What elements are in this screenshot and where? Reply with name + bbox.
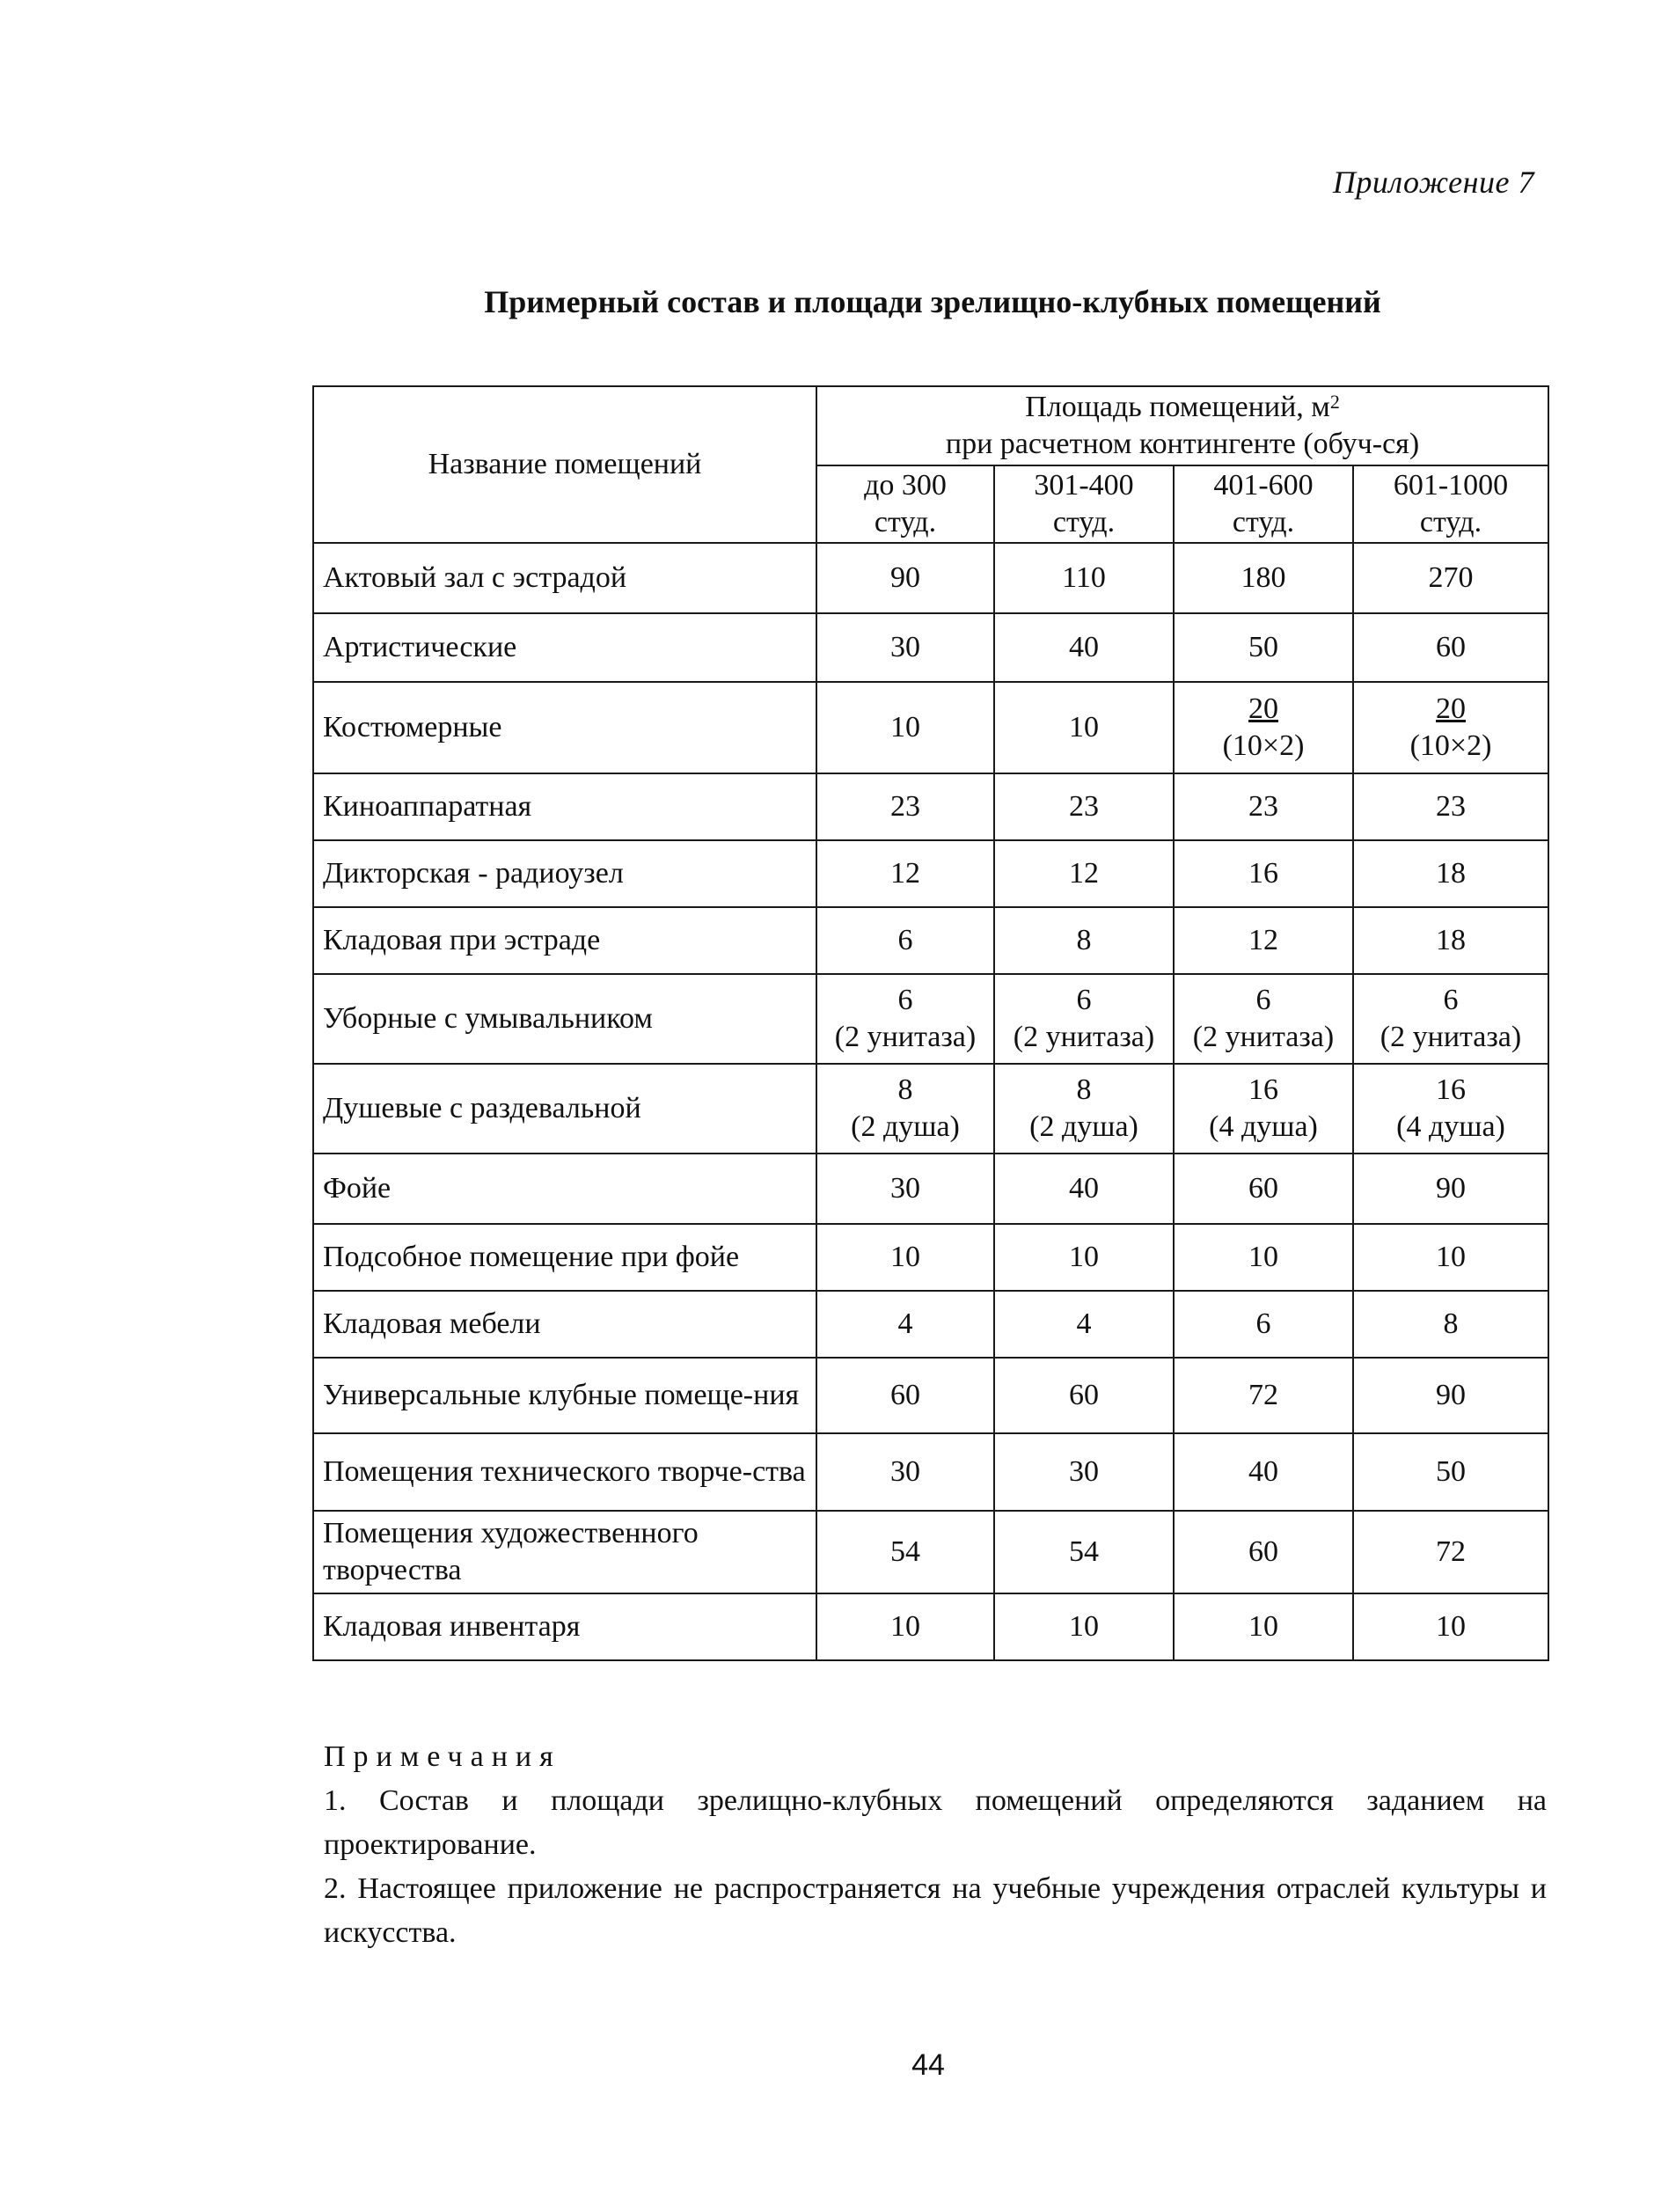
table-row bbox=[313, 1433, 1548, 1511]
area-value: 16 bbox=[1248, 857, 1278, 890]
area-value: 54 bbox=[890, 1535, 920, 1568]
room-name-header: Название помещений bbox=[313, 386, 816, 543]
area-value-cell bbox=[1174, 974, 1353, 1064]
table-row bbox=[313, 1593, 1548, 1660]
room-name-cell: Помещения технического творче-ства bbox=[313, 1433, 816, 1511]
area-value-cell bbox=[1353, 773, 1548, 840]
table-row bbox=[313, 1511, 1548, 1593]
area-value-cell bbox=[1174, 773, 1353, 840]
area-value-cell bbox=[816, 1433, 994, 1511]
area-value-cell bbox=[994, 1593, 1174, 1660]
column-header-unit: студ. bbox=[1419, 506, 1482, 538]
column-header-unit: студ. bbox=[1232, 506, 1295, 538]
area-value: 6 bbox=[897, 984, 913, 1016]
room-name-cell: Подсобное помещение при фойе bbox=[313, 1224, 816, 1291]
area-value: 110 bbox=[1062, 561, 1106, 594]
area-value-cell bbox=[994, 613, 1174, 682]
area-value-cell bbox=[994, 1358, 1174, 1433]
area-value: 30 bbox=[1069, 1455, 1099, 1488]
area-value-detail: (10×2) bbox=[1222, 729, 1305, 762]
area-value: 10 bbox=[1248, 1610, 1278, 1643]
area-value: 10 bbox=[1069, 1610, 1099, 1643]
area-value-detail: (2 душа) bbox=[1029, 1110, 1138, 1143]
room-name-cell: Помещения художественного творчества bbox=[313, 1511, 816, 1593]
area-value-cell bbox=[994, 1224, 1174, 1291]
area-value: 4 bbox=[897, 1307, 913, 1340]
area-value-cell bbox=[816, 1064, 994, 1154]
area-value-cell bbox=[994, 1433, 1174, 1511]
area-value: 6 bbox=[897, 924, 913, 956]
area-value-cell bbox=[816, 543, 994, 613]
area-value-detail: (2 душа) bbox=[851, 1110, 960, 1143]
table-row bbox=[313, 1358, 1548, 1433]
area-value-cell bbox=[1174, 1154, 1353, 1224]
area-value-cell bbox=[816, 907, 994, 974]
table-row bbox=[313, 682, 1548, 773]
area-value: 8 bbox=[1076, 1073, 1092, 1106]
room-name-cell: Дикторская - радиоузел bbox=[313, 840, 816, 907]
area-value-cell bbox=[1353, 1511, 1548, 1593]
column-header bbox=[816, 465, 994, 543]
area-value-cell bbox=[1174, 543, 1353, 613]
area-value: 10 bbox=[1436, 1241, 1467, 1273]
area-value-detail: (10×2) bbox=[1409, 729, 1492, 762]
column-header-range: до 300 bbox=[864, 469, 947, 502]
table-row bbox=[313, 1224, 1548, 1291]
column-header-range: 601-1000 bbox=[1393, 469, 1509, 502]
room-name-cell: Душевые с раздевальной bbox=[313, 1064, 816, 1154]
room-name-cell: Фойе bbox=[313, 1154, 816, 1224]
area-value-cell bbox=[1174, 1224, 1353, 1291]
area-value-cell bbox=[1174, 682, 1353, 773]
area-value-cell bbox=[816, 1224, 994, 1291]
table-row bbox=[313, 840, 1548, 907]
area-unit-superscript: 2 bbox=[1329, 391, 1340, 413]
table-row bbox=[313, 613, 1548, 682]
area-value: 18 bbox=[1436, 857, 1467, 890]
area-value: 12 bbox=[1069, 857, 1099, 890]
rooms-area-table bbox=[312, 385, 1549, 1661]
room-name-cell: Костюмерные bbox=[313, 682, 816, 773]
area-value-cell bbox=[1353, 1593, 1548, 1660]
area-group-line2: при расчетном контингенте (обуч-ся) bbox=[945, 428, 1420, 460]
area-value-cell bbox=[994, 1064, 1174, 1154]
area-value-cell bbox=[816, 773, 994, 840]
area-value: 72 bbox=[1436, 1535, 1467, 1568]
note-item: 1. Состав и площади зрелищно-клубных помещений определяются заданием на проектирование. bbox=[324, 1784, 1547, 1861]
appendix-label: Приложение 7 bbox=[1332, 165, 1534, 200]
area-value: 30 bbox=[890, 1172, 920, 1205]
area-value: 72 bbox=[1248, 1379, 1278, 1411]
area-value-cell bbox=[1353, 1064, 1548, 1154]
area-value: 10 bbox=[1248, 1241, 1278, 1273]
area-value-cell bbox=[1174, 1358, 1353, 1433]
area-value-detail: (2 унитаза) bbox=[834, 1021, 977, 1053]
area-value: 90 bbox=[1436, 1172, 1467, 1205]
area-value-cell bbox=[994, 907, 1174, 974]
area-value: 10 bbox=[890, 711, 920, 743]
area-value-cell bbox=[994, 840, 1174, 907]
area-value-cell bbox=[816, 1358, 994, 1433]
area-value: 6 bbox=[1255, 1307, 1271, 1340]
area-value: 16 bbox=[1436, 1073, 1467, 1106]
area-value: 40 bbox=[1069, 1172, 1099, 1205]
area-value-cell bbox=[994, 974, 1174, 1064]
area-value: 30 bbox=[890, 1455, 920, 1488]
column-header-range: 301-400 bbox=[1034, 469, 1134, 502]
area-value: 23 bbox=[1069, 790, 1099, 823]
area-value-cell bbox=[1353, 1224, 1548, 1291]
area-value-cell bbox=[1353, 543, 1548, 613]
area-group-line1: Площадь помещений, м bbox=[1025, 391, 1330, 423]
area-value-cell bbox=[1174, 840, 1353, 907]
area-value-detail: (4 душа) bbox=[1396, 1110, 1505, 1143]
area-value-cell bbox=[994, 1291, 1174, 1358]
area-value-cell bbox=[994, 682, 1174, 773]
area-value-cell bbox=[816, 974, 994, 1064]
area-value: 90 bbox=[890, 561, 920, 594]
table-row bbox=[313, 543, 1548, 613]
area-value-cell bbox=[994, 543, 1174, 613]
area-value: 10 bbox=[1069, 711, 1099, 743]
area-value: 8 bbox=[1443, 1307, 1459, 1340]
area-value-cell bbox=[1353, 1154, 1548, 1224]
area-value-cell bbox=[994, 773, 1174, 840]
area-value: 10 bbox=[890, 1610, 920, 1643]
area-value: 6 bbox=[1255, 984, 1271, 1016]
area-value: 6 bbox=[1076, 984, 1092, 1016]
area-value: 23 bbox=[1436, 790, 1467, 823]
area-value: 18 bbox=[1436, 924, 1467, 956]
area-value: 10 bbox=[890, 1241, 920, 1273]
area-value: 10 bbox=[1436, 1610, 1467, 1643]
room-name-cell: Кладовая при эстраде bbox=[313, 907, 816, 974]
room-name-cell: Уборные с умывальником bbox=[313, 974, 816, 1064]
column-header-unit: студ. bbox=[1052, 506, 1116, 538]
area-value: 23 bbox=[890, 790, 920, 823]
area-value-cell bbox=[1174, 1291, 1353, 1358]
area-group-header bbox=[816, 386, 1548, 465]
room-name-cell: Актовый зал с эстрадой bbox=[313, 543, 816, 613]
area-value: 20 bbox=[1436, 692, 1467, 725]
room-name-cell: Киноаппаратная bbox=[313, 773, 816, 840]
area-value: 12 bbox=[1248, 924, 1278, 956]
area-value: 23 bbox=[1248, 790, 1278, 823]
table-row bbox=[313, 1291, 1548, 1358]
area-value-cell bbox=[1353, 613, 1548, 682]
area-value-cell bbox=[1353, 1358, 1548, 1433]
area-value: 60 bbox=[1248, 1535, 1278, 1568]
area-value: 60 bbox=[1248, 1172, 1278, 1205]
room-name-cell: Кладовая мебели bbox=[313, 1291, 816, 1358]
area-value: 8 bbox=[897, 1073, 913, 1106]
column-header bbox=[1353, 465, 1548, 543]
area-value-cell bbox=[1353, 840, 1548, 907]
area-value: 40 bbox=[1248, 1455, 1278, 1488]
room-name-cell: Артистические bbox=[313, 613, 816, 682]
column-header bbox=[994, 465, 1174, 543]
area-value-cell bbox=[994, 1511, 1174, 1593]
area-value: 60 bbox=[1069, 1379, 1099, 1411]
area-value-cell bbox=[1174, 1433, 1353, 1511]
area-value: 20 bbox=[1248, 692, 1278, 725]
area-value: 12 bbox=[890, 857, 920, 890]
area-value-cell bbox=[816, 840, 994, 907]
area-value: 30 bbox=[890, 631, 920, 663]
area-value-detail: (4 душа) bbox=[1209, 1110, 1318, 1143]
page-number: 44 bbox=[911, 2048, 945, 2082]
column-header bbox=[1174, 465, 1353, 543]
area-value-detail: (2 унитаза) bbox=[1013, 1021, 1155, 1053]
area-value-cell bbox=[816, 1291, 994, 1358]
area-value: 16 bbox=[1248, 1073, 1278, 1106]
area-value: 180 bbox=[1240, 561, 1286, 594]
area-value: 4 bbox=[1076, 1307, 1092, 1340]
table-row bbox=[313, 1064, 1548, 1154]
area-value: 90 bbox=[1436, 1379, 1467, 1411]
notes-title: Примечания bbox=[324, 1740, 561, 1773]
column-header-range: 401-600 bbox=[1213, 469, 1314, 502]
area-value-cell bbox=[1174, 907, 1353, 974]
area-value: 10 bbox=[1069, 1241, 1099, 1273]
area-value: 50 bbox=[1436, 1455, 1467, 1488]
table-row bbox=[313, 1154, 1548, 1224]
table-row bbox=[313, 907, 1548, 974]
note-item: 2. Настоящее приложение не распространяется на учебные учреждения отраслей культуры и искусства. bbox=[324, 1872, 1547, 1949]
column-header-unit: студ. bbox=[874, 506, 937, 538]
area-value-cell bbox=[1353, 974, 1548, 1064]
room-name-cell: Кладовая инвентаря bbox=[313, 1593, 816, 1660]
area-value-cell bbox=[816, 1511, 994, 1593]
area-value: 50 bbox=[1248, 631, 1278, 663]
area-value-cell bbox=[1353, 1433, 1548, 1511]
area-value: 60 bbox=[1436, 631, 1467, 663]
area-value: 40 bbox=[1069, 631, 1099, 663]
area-value: 54 bbox=[1069, 1535, 1099, 1568]
area-value-cell bbox=[1174, 1511, 1353, 1593]
area-value-cell bbox=[1353, 907, 1548, 974]
area-value-cell bbox=[816, 613, 994, 682]
notes bbox=[324, 1735, 1547, 1955]
area-value: 270 bbox=[1428, 561, 1474, 594]
area-value-detail: (2 унитаза) bbox=[1192, 1021, 1335, 1053]
area-value-cell bbox=[1353, 682, 1548, 773]
area-value-cell bbox=[994, 1154, 1174, 1224]
area-value: 60 bbox=[890, 1379, 920, 1411]
area-value-cell bbox=[816, 1154, 994, 1224]
table-row bbox=[313, 773, 1548, 840]
area-value-cell bbox=[1174, 1593, 1353, 1660]
area-value-cell bbox=[816, 1593, 994, 1660]
room-name-cell: Универсальные клубные помеще-ния bbox=[313, 1358, 816, 1433]
area-value: 6 bbox=[1443, 984, 1459, 1016]
table-row bbox=[313, 974, 1548, 1064]
area-value-cell bbox=[1174, 613, 1353, 682]
area-value-cell bbox=[1353, 1291, 1548, 1358]
page-title: Примерный состав и площади зрелищно-клубных помещений bbox=[484, 284, 1381, 319]
area-value-cell bbox=[1174, 1064, 1353, 1154]
area-value-detail: (2 унитаза) bbox=[1380, 1021, 1522, 1053]
area-value: 8 bbox=[1076, 924, 1092, 956]
area-value-cell bbox=[816, 682, 994, 773]
